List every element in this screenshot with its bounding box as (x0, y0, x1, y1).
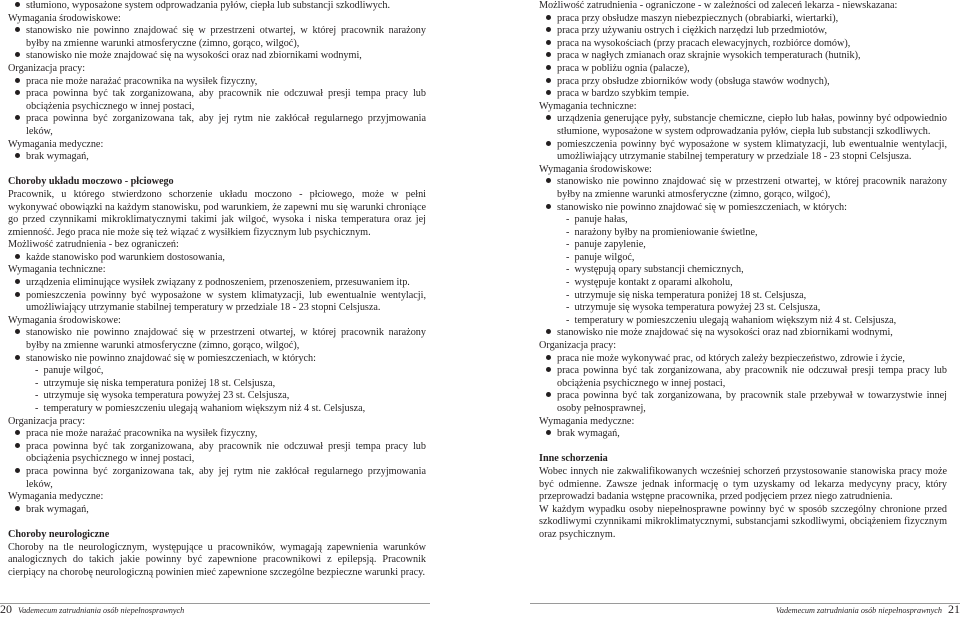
dash-item: - temperatury w pomieszczeniu ulegają wahaniom większym niż 4 st. Celsjusza, (8, 403, 426, 416)
footer-title: Vademecum zatrudniania osób niepełnosprawnych (775, 606, 942, 615)
section-heading: Inne schorzenia (539, 453, 608, 465)
dash-item: - narażony byłby na promieniowanie świetlne, (539, 227, 947, 240)
page-number: 20 (0, 602, 12, 616)
list-item: praca na wysokościach (przy pracach elewacyjnych, rozbiórce domów), (539, 38, 947, 51)
list-item: brak wymagań, (8, 151, 426, 164)
section-label: Organizacja pracy: (8, 62, 86, 74)
list-item: stanowisko nie może znajdować się na wysokości oraz nad zbiornikami wodnymi, (539, 327, 947, 340)
dash-item: - panuje wilgoć, (8, 365, 426, 378)
dash-item: - występuje kontakt z oparami alkoholu, (539, 277, 947, 290)
list-item: praca przy używaniu ostrych i ciężkich narzędzi lub przedmiotów, (539, 25, 947, 38)
footer-title: Vademecum zatrudniania osób niepełnosprawnych (18, 606, 185, 615)
list-item: praca nie może narażać pracownika na wysiłek fizyczny, (8, 428, 426, 441)
list-item: praca nie może wykonywać prac, od których zależy bezpieczeństwo, zdrowie i życie, (539, 353, 947, 366)
section-label: Organizacja pracy: (8, 415, 86, 427)
dash-item: - utrzymuje się wysoka temperatura powyżej 23 st. Celsjusza, (539, 302, 947, 315)
list-item: praca przy obsłudze maszyn niebezpiecznych (obrabiarki, wiertarki), (539, 13, 947, 26)
list-item: praca w bardzo szybkim tempie. (539, 88, 947, 101)
list-item: praca nie może narażać pracownika na wysiłek fizyczny, (8, 76, 426, 89)
dash-item: - panuje wilgoć, (539, 252, 947, 265)
section-heading: Choroby układu moczowo - płciowego (8, 176, 174, 188)
section-label: Możliwość zatrudnienia - bez ograniczeń: (8, 239, 179, 251)
dash-item: - utrzymuje się niska temperatura poniżej 18 st. Celsjusza, (8, 378, 426, 391)
section-label: Możliwość zatrudnienia - ograniczone - w zależności od zaleceń lekarza - niewskazana: (539, 0, 898, 11)
section-label: Wymagania medyczne: (539, 415, 635, 427)
paragraph: Pracownik, u którego stwierdzono schorzenie układu moczono - płciowego, może w pełni wykonywać obowiązki na każdym stanowisku, pod warunkiem, że zapewni mu się warunki chroniące go przed czynnikami mikroklimatycznymi takimi jak wilgoć, wysoka i niska temperatura oraz jej zmienność. Jego praca nie może się też wiązać z wysiłkiem fizycznym lub psychicznym. (8, 188, 426, 238)
list-item: pomieszczenia powinny być wyposażone w system klimatyzacji, lub ewentualnie wentylacji, umożliwiający utrzymanie stabilnej temperatury w przedziale 18 - 23 stopni Celsjusza. (539, 139, 947, 164)
list-item: praca powinna być zorganizowana tak, aby jej rytm nie zakłócał regularnego przyjmowania leków, (8, 466, 426, 491)
list-item: stanowisko nie powinno znajdować się w pomieszczeniach, w których: (8, 353, 426, 366)
list-item: brak wymagań, (539, 428, 947, 441)
list-item: praca powinna być tak zorganizowana, aby pracownik nie odczuwał presji tempa pracy lub obciążenia psychicznego w innej postaci, (8, 88, 426, 113)
dash-item: - utrzymuje się niska temperatura poniżej 18 st. Celsjusza, (539, 290, 947, 303)
paragraph: Wobec innych nie zakwalifikowanych wcześniej schorzeń przystosowanie stanowiska pracy może być odmienne. Zawsze jednak informację o tym uzyskamy od lekarza medycyny pracy, który przeprowadzi badania wstępne pracownika, przed podjęciem przez niego zatrudnienia. (539, 465, 947, 503)
left-column (8, 0, 426, 579)
footer-right (776, 604, 960, 616)
right-column (539, 0, 947, 542)
list-item: stłumiono, wyposażone system odprowadzania pyłów, ciepła lub substancji szkodliwych. (8, 0, 426, 13)
paragraph: W każdym wypadku osoby niepełnosprawne powinny być w sposób szczególny chronione przed szkodliwymi czynnikami mikroklimatycznymi, substancjami szkodliwymi, obciążeniem fizycznym oraz psychicznym. (539, 503, 947, 540)
list-item: urządzenia generujące pyły, substancje chemiczne, ciepło lub hałas, powinny być odpowiednio stłumione, wyposażone w system odprowadzania pyłów, ciepła lub substancji szkodliwych. (539, 113, 947, 138)
section-label: Wymagania środowiskowe: (539, 163, 652, 175)
section-label: Wymagania techniczne: (539, 100, 637, 112)
dash-item: - panuje zapylenie, (539, 239, 947, 252)
list-item: stanowisko nie powinno znajdować się w pomieszczeniach, w których: (539, 202, 947, 215)
list-item: praca powinna być zorganizowana tak, aby jej rytm nie zakłócał regularnego przyjmowania leków, (8, 113, 426, 138)
dash-item: - występują opary substancji chemicznych, (539, 264, 947, 277)
list-item: praca powinna być tak zorganizowana, aby pracownik nie odczuwał presji tempa pracy lub obciążenia psychicznego w innej postaci, (539, 365, 947, 390)
section-label: Organizacja pracy: (539, 340, 617, 352)
section-label: Wymagania medyczne: (8, 138, 104, 150)
dash-item: - temperatury w pomieszczeniu ulegają wahaniom większym niż 4 st. Celsjusza, (539, 315, 947, 328)
list-item: praca w nagłych zmianach oraz skrajnie wysokich temperaturach (hutnik), (539, 50, 947, 63)
section-label: Wymagania medyczne: (8, 491, 104, 503)
list-item: urządzenia eliminujące wysiłek związany z podnoszeniem, przenoszeniem, przesuwaniem itp. (8, 277, 426, 290)
list-item: brak wymagań, (8, 504, 426, 517)
page-number: 21 (948, 602, 960, 616)
dash-item: - panuje hałas, (539, 214, 947, 227)
list-item: stanowisko nie może znajdować się na wysokości oraz nad zbiornikami wodnymi, (8, 50, 426, 63)
footer-left (0, 604, 184, 616)
dash-item: - utrzymuje się wysoka temperatura powyżej 23 st. Celsjusza, (8, 390, 426, 403)
list-item: praca powinna być tak zorganizowana, aby pracownik nie odczuwał presji tempa pracy lub obciążenia psychicznego w innej postaci, (8, 441, 426, 466)
list-item: każde stanowisko pod warunkiem dostosowania, (8, 252, 426, 265)
section-label: Wymagania środowiskowe: (8, 314, 121, 326)
list-item: pomieszczenia powinny być wyposażone w system klimatyzacji, lub ewentualnie wentylacji, umożliwiający utrzymanie stabilnej temperatury w przedziale 18 - 23 stopni Celsjusza. (8, 290, 426, 315)
section-label: Wymagania środowiskowe: (8, 12, 121, 24)
section-heading: Choroby neurologiczne (8, 528, 110, 540)
list-item: praca przy obsłudze zbiorników wody (obsługa stawów wodnych), (539, 76, 947, 89)
list-item: stanowisko nie powinno znajdować się w przestrzeni otwartej, w której pracownik narażony byłby na zmienne warunki atmosferyczne (zimno, gorąco, wilgoć), (539, 176, 947, 201)
list-item: praca powinna być tak zorganizowana, by pracownik stale przebywał w towarzystwie innej osoby pełnosprawnej, (539, 390, 947, 415)
list-item: praca w pobliżu ognia (palacze), (539, 63, 947, 76)
list-item: stanowisko nie powinno znajdować się w przestrzeni otwartej, w której pracownik narażony byłby na zmienne warunki atmosferyczne (zimno, gorąco, wilgoć), (8, 327, 426, 352)
section-label: Wymagania techniczne: (8, 264, 106, 276)
paragraph: Choroby na tle neurologicznym, występujące u pracowników, wymagają zapewnienia warunków analogicznych do takich jakie powinny być zapewnione pracownikowi z epilepsją. Pracownik cierpiący na chorobę neurologiczną powinien mieć zapewnione szczególne bezpieczne warunki pracy. (8, 541, 426, 578)
list-item: stanowisko nie powinno znajdować się w przestrzeni otwartej, w której pracownik narażony byłby na zmienne warunki atmosferyczne (zimno, gorąco, wilgoć), (8, 25, 426, 50)
